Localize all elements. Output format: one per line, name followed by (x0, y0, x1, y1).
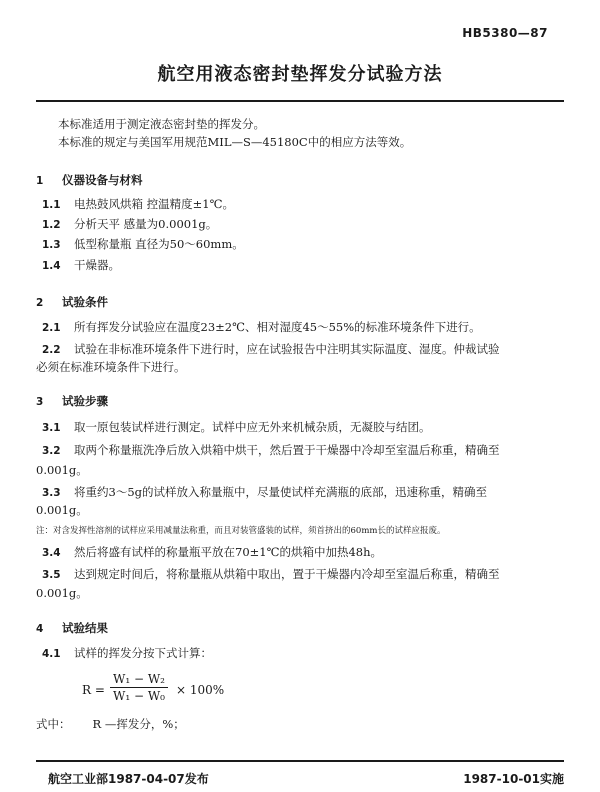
clause-text: 试验在非标准环境条件下进行时，应在试验报告中注明其实际温度、湿度。仲裁试验 (74, 342, 500, 356)
clause-number: 3.3 (42, 487, 61, 499)
section-title: 仪器设备与材料 (62, 173, 143, 187)
section-title: 试验步骤 (62, 394, 108, 408)
page-title: 航空用液态密封垫挥发分试验方法 (157, 64, 443, 85)
clause-text: 低型称量瓶 直径为50～60mm。 (74, 237, 244, 251)
intro-line-1: 本标准适用于测定液态密封垫的挥发分。 (58, 117, 265, 131)
clause-number: 1.3 (42, 239, 61, 251)
clause-number: 3.4 (42, 547, 61, 559)
section-4-heading (36, 620, 108, 636)
clause-1-4 (42, 257, 120, 274)
clause-2-2-continued: 必须在标准环境条件下进行。 (36, 360, 186, 374)
clause-3-1 (42, 419, 431, 436)
formula-where (36, 716, 185, 732)
clause-text: 取一原包装试样进行测定。试样中应无外来机械杂质，无凝胶与结团。 (74, 420, 431, 434)
section-2-heading (36, 294, 108, 310)
clause-text: 试样的挥发分按下式计算： (74, 646, 212, 660)
section-number: 3 (36, 396, 44, 408)
clause-number: 3.1 (42, 422, 61, 434)
issue-date: 航空工业部1987-04-07发布 (48, 772, 209, 786)
clause-text: 电热鼓风烘箱 控温精度±1℃。 (74, 197, 234, 211)
clause-number: 4.1 (42, 648, 61, 660)
section-1-heading (36, 172, 143, 188)
clause-text: 所有挥发分试验应在温度23±2℃、相对湿度45～55%的标准环境条件下进行。 (74, 320, 481, 334)
clause-3-5-continued: 0.001g。 (36, 586, 88, 600)
clause-1-1 (42, 196, 234, 213)
clause-3-5 (42, 566, 500, 583)
document-code: HB5380—87 (462, 26, 548, 40)
clause-1-3 (42, 236, 244, 253)
effective-date: 1987-10-01实施 (463, 772, 564, 786)
clause-1-2 (42, 216, 217, 233)
section-3-note: 注：对含发挥性溶剂的试样应采用减量法称重，而且对装管盛装的试样，须首挤出的60mm长的试样应报废。 (36, 526, 446, 536)
section-3-heading (36, 393, 108, 409)
where-label: 式中： (36, 717, 71, 731)
header-divider (36, 100, 564, 102)
where-text: R —挥发分，%； (92, 717, 185, 731)
clause-number: 1.1 (42, 199, 61, 211)
clause-3-2 (42, 442, 500, 459)
formula-rhs: × 100% (176, 683, 225, 697)
clause-2-2 (42, 341, 500, 358)
intro-line-2: 本标准的规定与美国军用规范MIL—S—45180C中的相应方法等效。 (58, 135, 412, 149)
clause-3-3 (42, 484, 487, 501)
footer-divider (36, 760, 564, 762)
formula-lhs: R = (82, 683, 105, 697)
section-title: 试验结果 (62, 621, 108, 635)
formula-numerator: W₁ − W₂ (110, 672, 168, 688)
clause-2-1 (42, 319, 481, 336)
section-number: 4 (36, 623, 44, 635)
clause-text: 达到规定时间后，将称量瓶从烘箱中取出，置于干燥器内冷却至室温后称重，精确至 (74, 567, 500, 581)
section-title: 试验条件 (62, 295, 108, 309)
clause-3-2-continued: 0.001g。 (36, 463, 88, 477)
clause-4-1 (42, 645, 212, 662)
clause-text: 干燥器。 (74, 258, 120, 272)
clause-text: 分析天平 感量为0.0001g。 (74, 217, 218, 231)
volatile-content-formula (82, 672, 282, 712)
section-number: 1 (36, 175, 44, 187)
clause-number: 1.2 (42, 219, 61, 231)
clause-number: 2.2 (42, 344, 61, 356)
formula-fraction (110, 672, 168, 703)
formula-denominator: W₁ − W₀ (113, 689, 165, 703)
clause-number: 1.4 (42, 260, 61, 272)
clause-3-3-continued: 0.001g。 (36, 503, 88, 517)
clause-number: 3.2 (42, 445, 61, 457)
clause-3-4 (42, 544, 382, 561)
section-number: 2 (36, 297, 44, 309)
clause-text: 然后将盛有试样的称量瓶平放在70±1℃的烘箱中加热48h。 (74, 545, 382, 559)
clause-number: 3.5 (42, 569, 61, 581)
clause-text: 将重约3～5g的试样放入称量瓶中，尽量使试样充满瓶的底部，迅速称重，精确至 (74, 485, 487, 499)
clause-text: 取两个称量瓶洗净后放入烘箱中烘干，然后置于干燥器中冷却至室温后称重，精确至 (74, 443, 500, 457)
clause-number: 2.1 (42, 322, 61, 334)
